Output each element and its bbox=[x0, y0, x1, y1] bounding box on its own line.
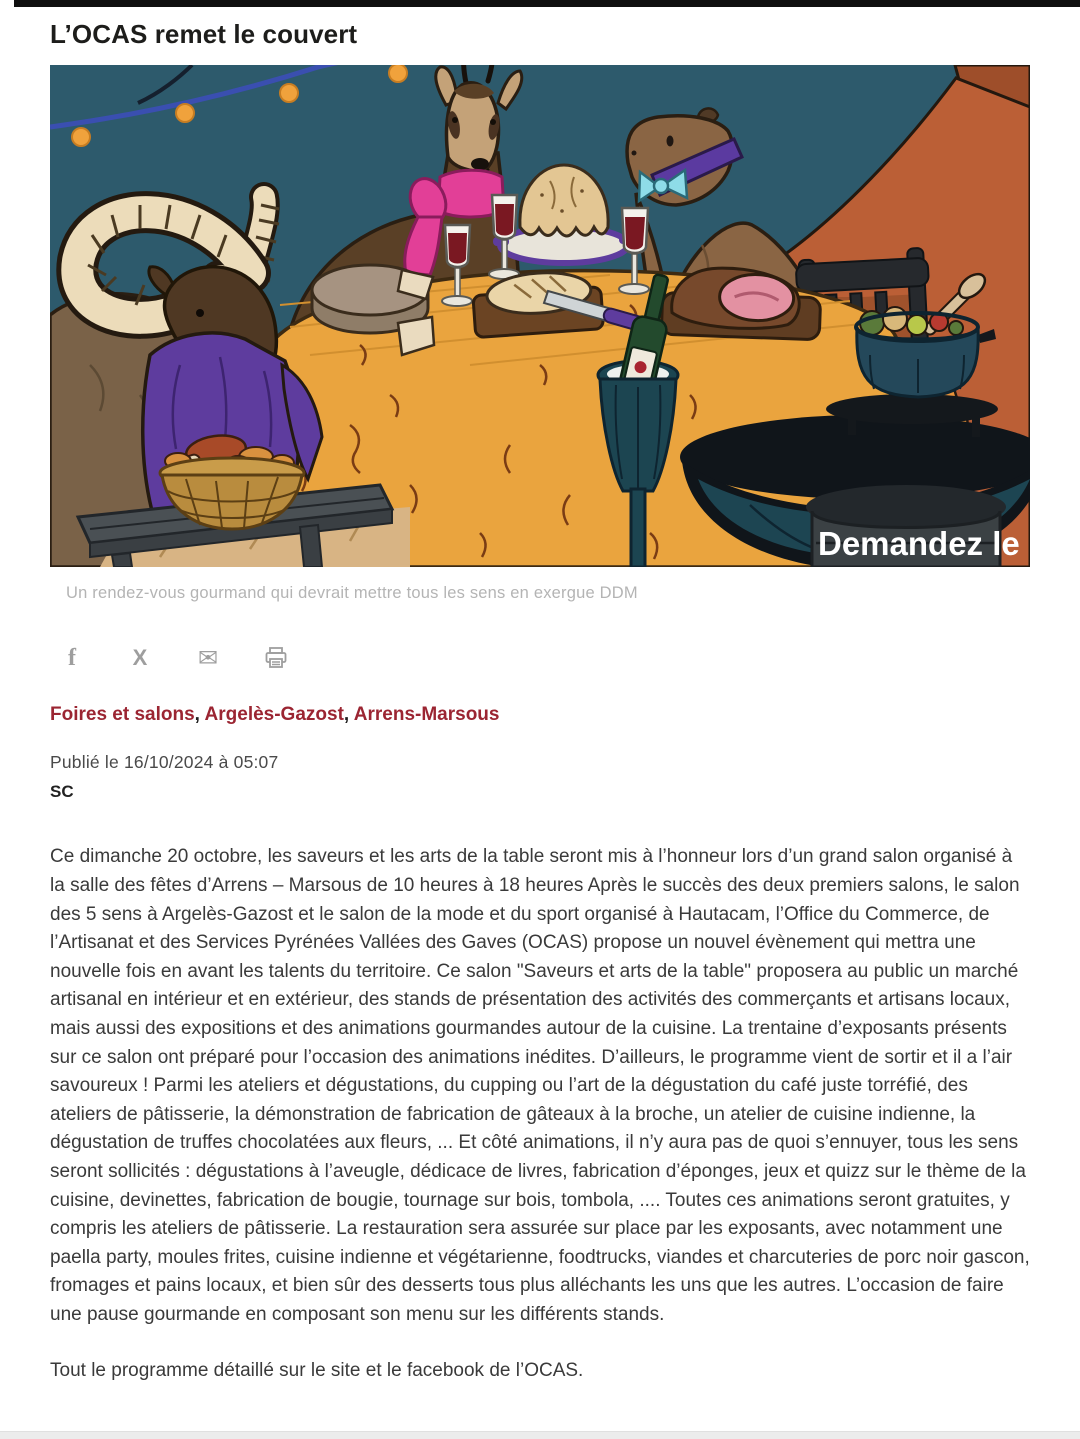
tag-link-argeles-gazost[interactable]: Argelès-Gazost bbox=[204, 704, 344, 726]
print-icon bbox=[264, 646, 288, 670]
light-bulb-icon bbox=[176, 104, 194, 122]
light-bulb-icon bbox=[72, 128, 90, 146]
tag-link-foires-et-salons[interactable]: Foires et salons bbox=[50, 704, 195, 726]
facebook-icon: f bbox=[68, 644, 76, 671]
article-illustration bbox=[50, 65, 1030, 567]
x-icon: X bbox=[132, 645, 148, 671]
light-bulb-icon bbox=[280, 84, 298, 102]
illustration-canvas bbox=[50, 65, 1030, 567]
article-tags bbox=[50, 704, 1030, 726]
tag-link-arrens-marsous[interactable]: Arrens-Marsous bbox=[353, 704, 500, 726]
tag-separator: , bbox=[343, 704, 354, 726]
mail-icon: ✉ bbox=[197, 644, 219, 672]
image-caption: Un rendez-vous gourmand qui devrait mettre tous les sens en exergue DDM bbox=[66, 584, 638, 602]
tag-separator: , bbox=[194, 704, 205, 726]
share-toolbar bbox=[60, 644, 1030, 672]
light-bulb-icon bbox=[389, 65, 407, 82]
publication-date: Publié le 16/10/2024 à 05:07 bbox=[50, 752, 279, 773]
print-button[interactable] bbox=[264, 645, 288, 671]
x-share-button[interactable] bbox=[128, 645, 152, 671]
bottom-bar bbox=[0, 1431, 1080, 1439]
article-body bbox=[50, 843, 1030, 1385]
body-paragraph: Tout le programme détaillé sur le site et le facebook de l’OCAS. bbox=[50, 1359, 584, 1381]
body-paragraph: Ce dimanche 20 octobre, les saveurs et les arts de la table seront mis à l’honneur lors d’un grand salon organisé à la salle des fêtes d’Arrens – Marsous de 10 heures à 18 heures Après le succès des deux premiers salons, le salon des 5 sens à Argelès-Gazost et le salon de la mode et du sport organisé à Hautacam, l’Office du Commerce, de l’Artisanat et des Services Pyrénées Vallées des Gaves (OCAS) propose un nouvel évènement qui mettra une nouvelle fois en avant les talents du territoire. Ce salon "Saveurs et arts de la table" proposera au public un marché artisanal en intérieur et en extérieur, des stands de présentation des activités des commerçants et artisans locaux, mais aussi des expositions et des animations gourmandes autour de la cuisine. La trentaine d’exposants présents sur ce salon ont préparé pour l’occasion des animations inédites. D’ailleurs, le programme vient de sortir et il a l’air savoureux ! Parmi les ateliers et dégustations, du cupping ou l’art de la dégustation du café juste torréfié, des ateliers de pâtisserie, la démonstration de fabrication de gâteaux à la broche, un atelier de cuisine indienne, la dégustation de truffes chocolatées aux fleurs, ... Et côté animations, il n’y aura pas de quoi s’ennuyer, tous les sens seront sollicités : dégustations à l’aveugle, dédicace de livres, fabrication d’éponges, jeux et quizz sur le thème de la cuisine, devinettes, fabrication de bougie, tournage sur bois, tombola, .... Toutes ces animations seront gratuites, y compris les ateliers de pâtisserie. La restauration sera assurée sur place par les exposants, avec notamment une paella party, moules frites, cuisine indienne et végétarienne, foodtrucks, viandes et charcuteries de porc noir gascon, fromages et pains locaux, et bien sûr des desserts tous plus alléchants les uns que les autres. L’occasion de faire une pause gourmande en composant son menu sur les différents stands. bbox=[50, 846, 1030, 1325]
facebook-share-button[interactable] bbox=[60, 645, 84, 671]
top-bar bbox=[14, 0, 1080, 7]
email-share-button[interactable] bbox=[196, 645, 220, 671]
page-title: L’OCAS remet le couvert bbox=[50, 19, 358, 49]
author-initials: SC bbox=[50, 782, 74, 802]
image-overlay-text: Demandez le bbox=[818, 525, 1020, 562]
